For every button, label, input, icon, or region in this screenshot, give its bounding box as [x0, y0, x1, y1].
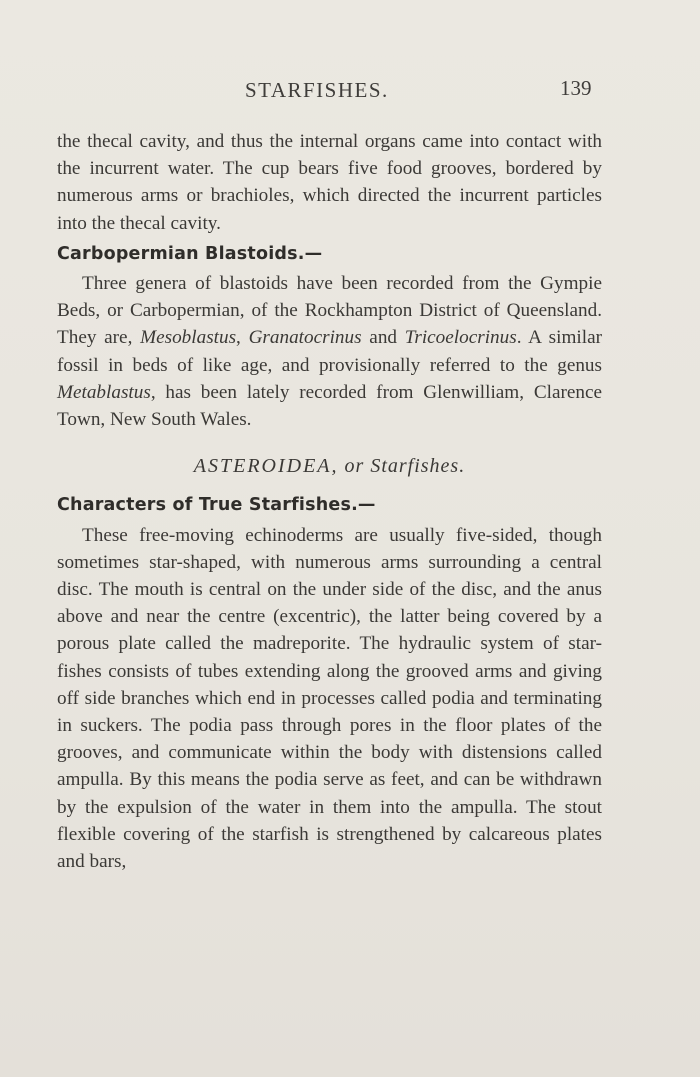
- running-title: STARFISHES.: [245, 78, 389, 102]
- paragraph-thecal-cavity: the thecal cavity, and thus the internal organs came into contact with the incurrent water. The cup bears five food grooves, bordered by numerous arms or brachioles, which directed the incurrent particles into the thecal cavity.: [57, 131, 602, 234]
- section-title-asteroidea: ASTEROIDEA, or Starfishes.: [193, 455, 466, 478]
- page-header: [0, 78, 700, 108]
- genus-name: Tricoelocrinus: [404, 327, 517, 349]
- genus-name: Mesoblastus: [140, 327, 237, 349]
- page-body: [57, 128, 602, 875]
- page-number: 139: [560, 76, 592, 100]
- heading-true-starfishes: Characters of True Starfishes.—: [57, 495, 376, 516]
- genus-name: Granatocrinus: [248, 327, 362, 349]
- genus-name: Metablastus: [57, 381, 151, 403]
- heading-carbopermian-blastoids: Carbopermian Blastoids.—: [57, 243, 323, 264]
- paragraph-blastoids: Three genera of blastoids have been recorded from the Gympie Beds, or Carbopermian, of the Rockhampton District of Queensland. They are, Mesoblastus, Granatocrinus and Tricoelocrinus. A similar fossil in beds of like age, and provisionally referred to the genus Metablastus, has been lately recorded from Glenwilliam, Clarence Town, New South Wales.: [57, 273, 602, 431]
- paragraph-starfishes: These free-moving echinoderms are usually five-sided, though sometimes star-shaped, with numerous arms surrounding a central disc. The mouth is central on the under side of the disc, and the anus above and near the centre (excentric), the latter being covered by a porous plate called the madreporite. The hydraulic system of star-fishes consists of tubes extending along the grooved arms and giving off side branches which end in processes called podia and terminating in suckers. The podia pass through pores in the floor plates of the grooves, and communicate within the body with distensions called ampulla. By this means the podia serve as feet, and can be withdrawn by the expulsion of the water in them into the ampulla. The stout flexible covering of the starfish is strengthened by calcareous plates and bars,: [57, 524, 602, 873]
